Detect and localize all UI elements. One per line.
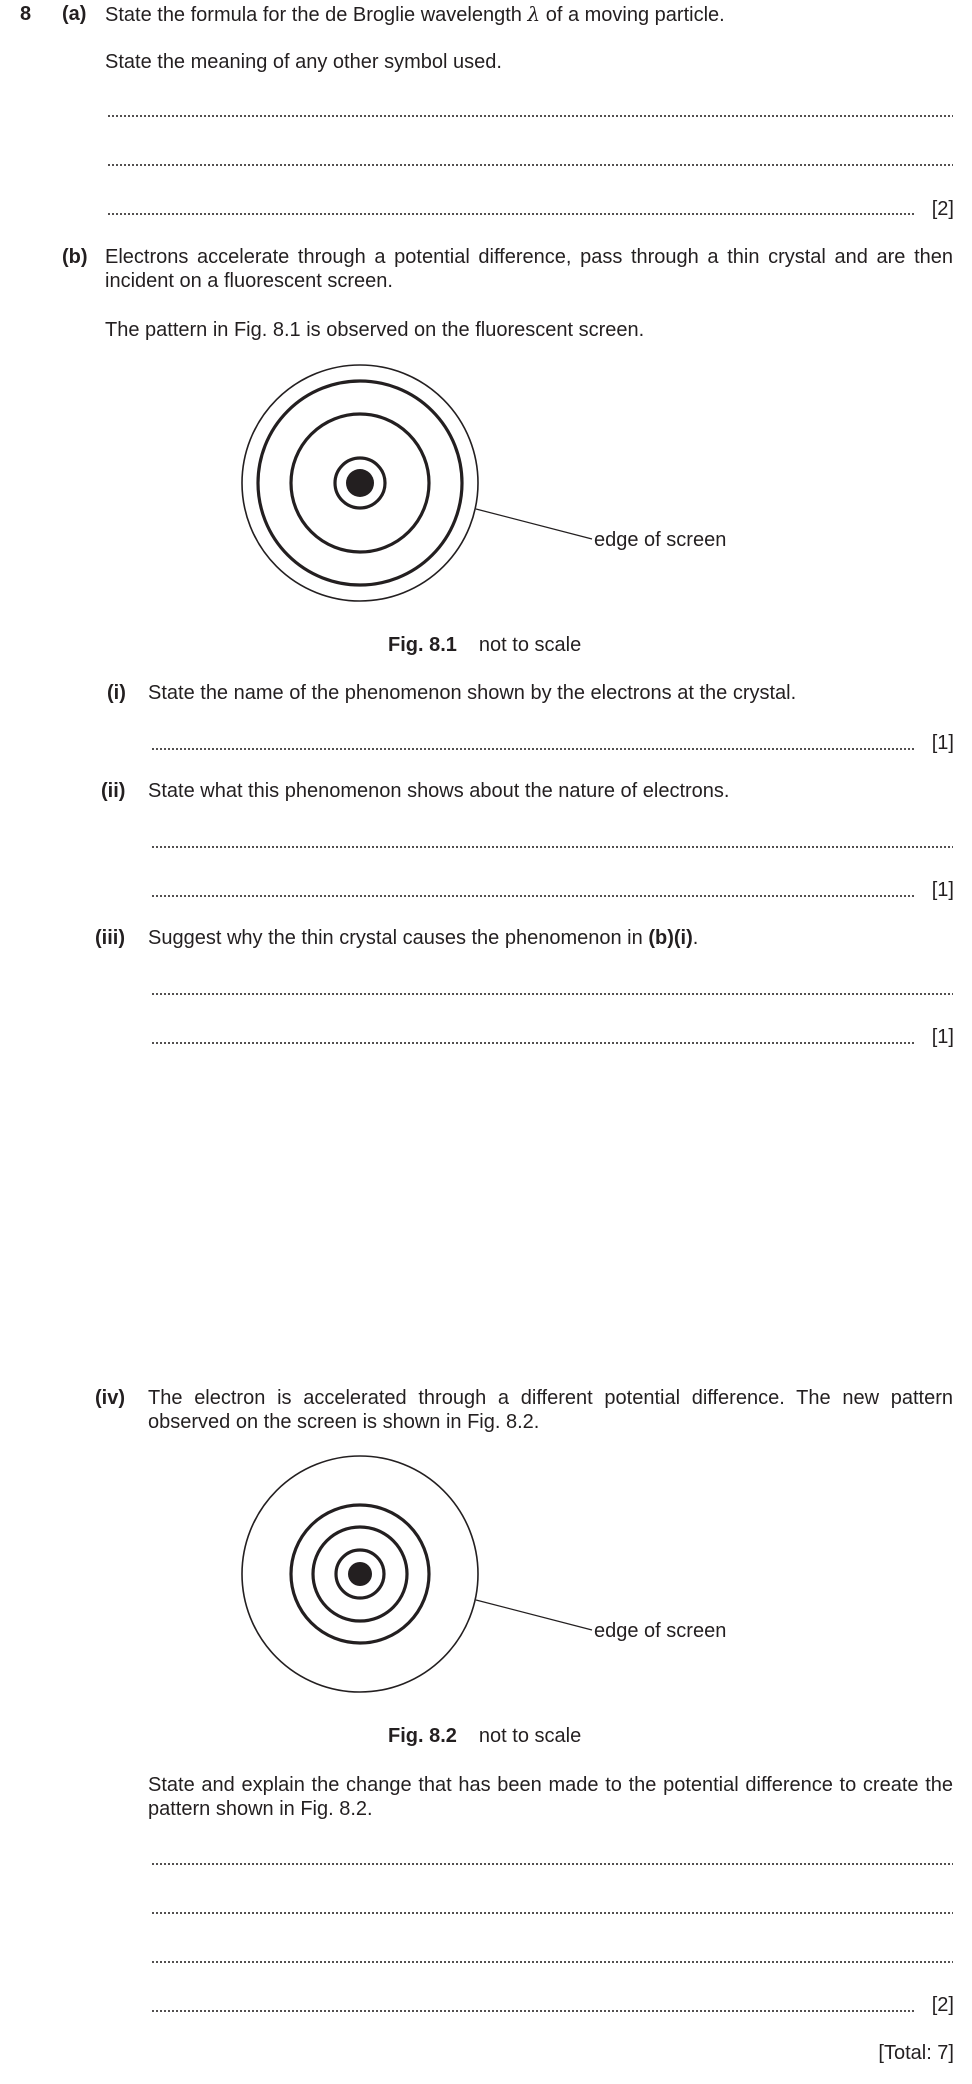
answer-line-ii2[interactable] (151, 895, 915, 897)
fig-8-2-edge-label: edge of screen (594, 1620, 727, 1642)
answer-line-a1[interactable] (107, 115, 953, 117)
answer-line-a3[interactable] (107, 213, 915, 215)
lambda-symbol: λ (527, 2, 541, 26)
answer-line-iv1[interactable] (151, 1863, 953, 1865)
fig-8-2-number: Fig. 8.2 (388, 1725, 457, 1747)
sub-iii-text-after: . (692, 927, 699, 949)
answer-line-i1[interactable] (151, 748, 915, 750)
part-a-question (105, 2, 725, 27)
answer-line-iii2[interactable] (151, 1042, 915, 1044)
part-b-pattern-text: The pattern in Fig. 8.1 is observed on the fluorescent screen. (105, 319, 645, 341)
fig-8-2-diagram (230, 1446, 750, 1706)
part-a-instruction: State the meaning of any other symbol used. (105, 51, 502, 73)
answer-line-iv2[interactable] (151, 1912, 953, 1914)
sub-ii-label: (ii) (101, 780, 126, 802)
sub-iv-marks: [2] (931, 1994, 954, 2016)
sub-iv-label: (iv) (95, 1387, 125, 1409)
central-spot (348, 1562, 372, 1586)
answer-line-ii1[interactable] (151, 846, 953, 848)
fig-8-1-caption (388, 633, 581, 657)
answer-line-a2[interactable] (107, 164, 953, 166)
part-a-text-after: of a moving particle. (540, 4, 725, 26)
question-number: 8 (20, 3, 32, 25)
total-marks: [Total: 7] (878, 2042, 954, 2064)
sub-iv-text: The electron is accelerated through a different potential difference. The new pattern observed on the screen is shown in Fig. 8.2. (148, 1387, 953, 1433)
answer-line-iv3[interactable] (151, 1961, 953, 1963)
sub-iii-ref: (b)(i) (648, 927, 693, 949)
answer-line-iv4[interactable] (151, 2010, 915, 2012)
central-spot (346, 469, 374, 497)
answer-line-iii1[interactable] (151, 993, 953, 995)
sub-iv-question: State and explain the change that has been made to the potential difference to create the pattern shown in Fig. 8.2. (148, 1774, 953, 1820)
fig-8-1-edge-label: edge of screen (594, 529, 727, 551)
sub-i-text: State the name of the phenomenon shown by the electrons at the crystal. (148, 682, 797, 704)
fig-8-2-note: not to scale (478, 1725, 582, 1747)
sub-iii-text (148, 926, 698, 950)
sub-iii-label: (iii) (95, 927, 125, 949)
sub-iii-text-before: Suggest why the thin crystal causes the phenomenon in (148, 927, 649, 949)
fig-8-1-diagram (230, 355, 750, 615)
sub-i-label: (i) (107, 682, 126, 704)
part-b-intro: Electrons accelerate through a potential difference, pass through a thin crystal and are then incident on a fluorescent screen. (105, 246, 953, 292)
sub-iii-marks: [1] (931, 1026, 954, 1048)
fig-8-2-caption (388, 1724, 581, 1748)
part-a-marks: [2] (931, 198, 954, 220)
part-a-label: (a) (62, 3, 87, 25)
sub-i-marks: [1] (931, 732, 954, 754)
edge-label-line (476, 1600, 592, 1630)
edge-label-line (476, 509, 592, 539)
sub-ii-text: State what this phenomenon shows about the nature of electrons. (148, 780, 730, 802)
part-a-text-before: State the formula for the de Broglie wavelength (105, 4, 528, 26)
sub-ii-marks: [1] (931, 879, 954, 901)
part-b-label: (b) (62, 246, 88, 268)
fig-8-1-number: Fig. 8.1 (388, 634, 457, 656)
fig-8-1-note: not to scale (478, 634, 582, 656)
